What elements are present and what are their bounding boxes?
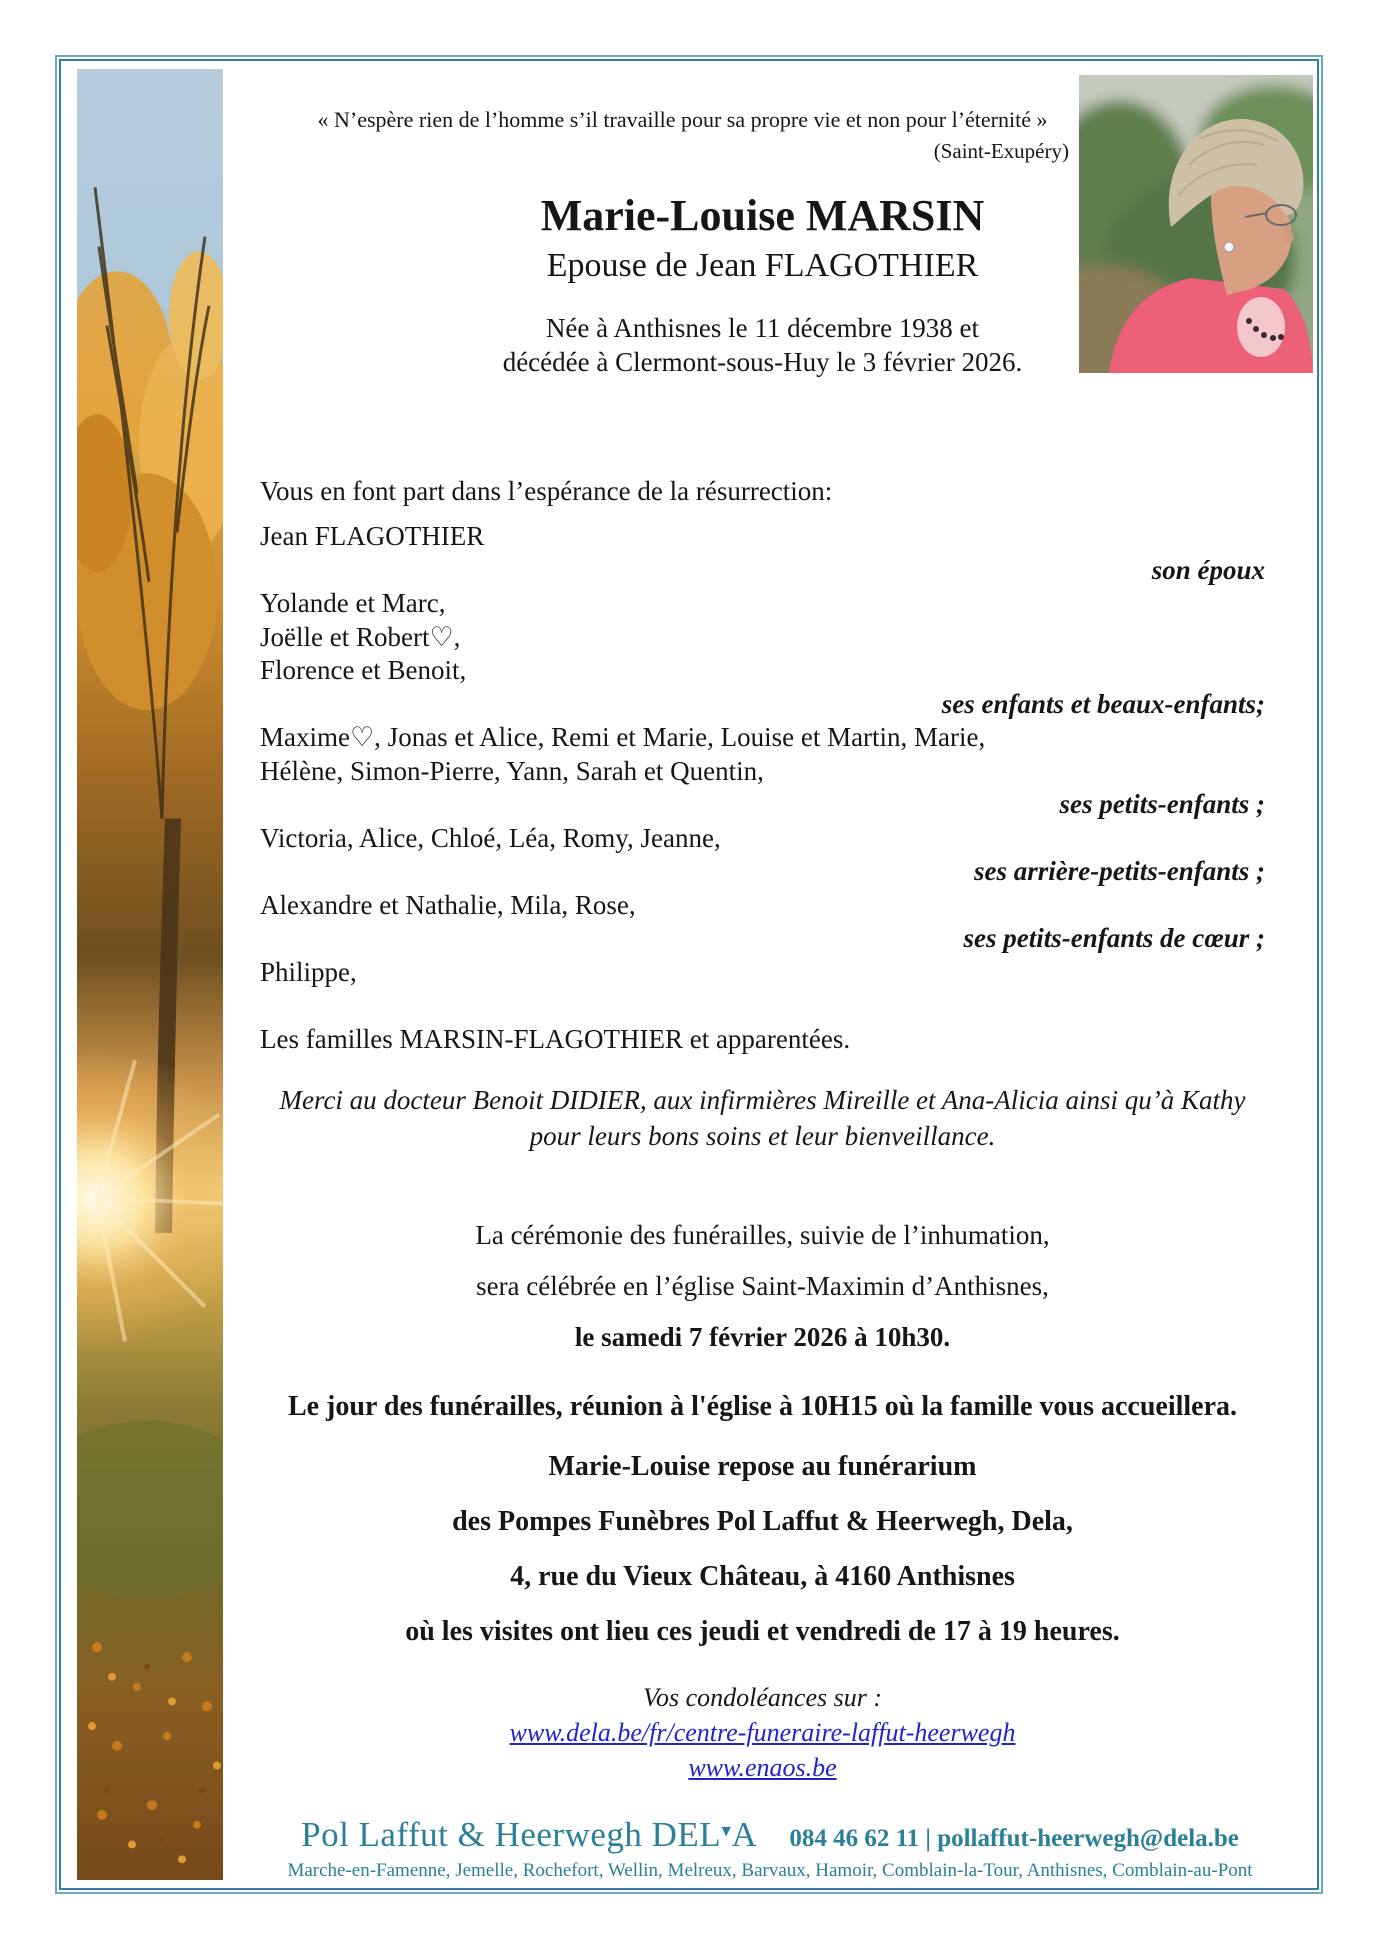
condolence-link-enaos[interactable]: www.enaos.be — [688, 1753, 837, 1782]
relation-grandchildren-of-heart: ses petits-enfants de cœur ; — [963, 923, 1265, 953]
family-line: Hélène, Simon-Pierre, Yann, Sarah et Quentin, — [260, 755, 764, 786]
thanks-line-2: pour leurs bons soins et leur bienveillance. — [529, 1121, 996, 1151]
deceased-name: Marie-Louise MARSIN — [540, 191, 985, 240]
ceremony-line-1: La cérémonie des funérailles, suivie de l’inhumation, — [475, 1220, 1050, 1250]
family-line: Yolande et Marc, — [260, 588, 446, 618]
family-line: Philippe, — [260, 956, 357, 987]
visitation-line-2: des Pompes Funèbres Pol Laffut & Heerwegh, Dela, — [452, 1506, 1073, 1537]
family-line: Florence et Benoit, — [260, 655, 467, 685]
announcement-intro: Vous en font part dans l’espérance de la résurrection: — [260, 476, 833, 506]
relation-children: ses enfants et beaux-enfants; — [941, 688, 1265, 719]
condolences-label: Vos condoléances sur : — [642, 1683, 882, 1712]
families-line: Les familles MARSIN-FLAGOTHIER et apparentées. — [260, 1024, 851, 1054]
family-line: Maxime♡, Jonas et Alice, Remi et Marie, Louise et Martin, Marie, — [260, 722, 986, 752]
visitation-line-3: 4, rue du Vieux Château, à 4160 Anthisnes — [510, 1561, 1015, 1592]
footer-contact: 084 46 62 11 | pollaffut-heerwegh@dela.be — [789, 1825, 1239, 1852]
funeral-home-logo — [301, 1815, 757, 1854]
family-line: Alexandre et Nathalie, Mila, Rose, — [260, 889, 636, 920]
visitation-line-4: où les visites ont lieu ces jeudi et vendredi de 17 à 19 heures. — [405, 1616, 1120, 1647]
family-line: Jean FLAGOTHIER — [260, 521, 485, 551]
family-line: Joëlle et Robert♡, — [260, 621, 461, 652]
death-line: décédée à Clermont-sous-Huy le 3 février 2026. — [502, 347, 1023, 377]
ceremony-date-line: le samedi 7 février 2026 à 10h30. — [574, 1322, 951, 1352]
relation-spouse: son époux — [1151, 554, 1265, 585]
page-border-outer — [55, 55, 1323, 1894]
quote-attribution: (Saint-Exupéry) — [933, 139, 1069, 163]
visitation-line-1: Marie-Louise repose au funérarium — [548, 1451, 977, 1482]
quote-text: « N’espère rien de l’homme s’il travaille pour sa propre vie et non pour l’éternité » — [317, 107, 1048, 132]
footer-towns: Marche-en-Famenne, Jemelle, Rochefort, Wellin, Melreux, Barvaux, Hamoir, Comblain-la-Tour, Anthisnes, Comblain-au-Pont — [287, 1860, 1253, 1881]
ceremony-line-2: sera célébrée en l’église Saint-Maximin d’Anthisnes, — [476, 1271, 1049, 1301]
relation-grandchildren: ses petits-enfants ; — [1059, 789, 1265, 819]
autumn-trees-photo — [77, 69, 223, 1880]
birth-line: Née à Anthisnes le 11 décembre 1938 et — [545, 313, 980, 343]
footer-brand-line — [231, 1815, 1309, 1855]
quote-block — [260, 105, 1105, 165]
condolence-link-dela[interactable]: www.dela.be/fr/centre-funeraire-laffut-heerwegh — [509, 1718, 1016, 1747]
relation-great-grandchildren: ses arrière-petits-enfants ; — [974, 856, 1265, 886]
thanks-line-1: Merci au docteur Benoit DIDIER, aux infirmières Mireille et Ana-Alicia ainsi qu’à Kathy — [279, 1085, 1246, 1115]
brand-text-right: A — [731, 1815, 758, 1854]
family-line: Victoria, Alice, Chloé, Léa, Romy, Jeanne, — [260, 822, 721, 853]
funeral-home-footer — [231, 1815, 1309, 1882]
card-content — [224, 61, 1317, 1888]
gathering-line: Le jour des funérailles, réunion à l'église à 10H15 où la famille vous accueillera. — [287, 1391, 1238, 1422]
brand-text-left: Pol Laffut & Heerwegh DEL — [301, 1815, 722, 1854]
autumn-photo-strip — [77, 69, 223, 1880]
spouse-line: Epouse de Jean FLAGOTHIER — [546, 247, 979, 284]
page-border-inner — [59, 59, 1319, 1890]
dela-logo-mark: ▼ — [718, 1823, 735, 1840]
